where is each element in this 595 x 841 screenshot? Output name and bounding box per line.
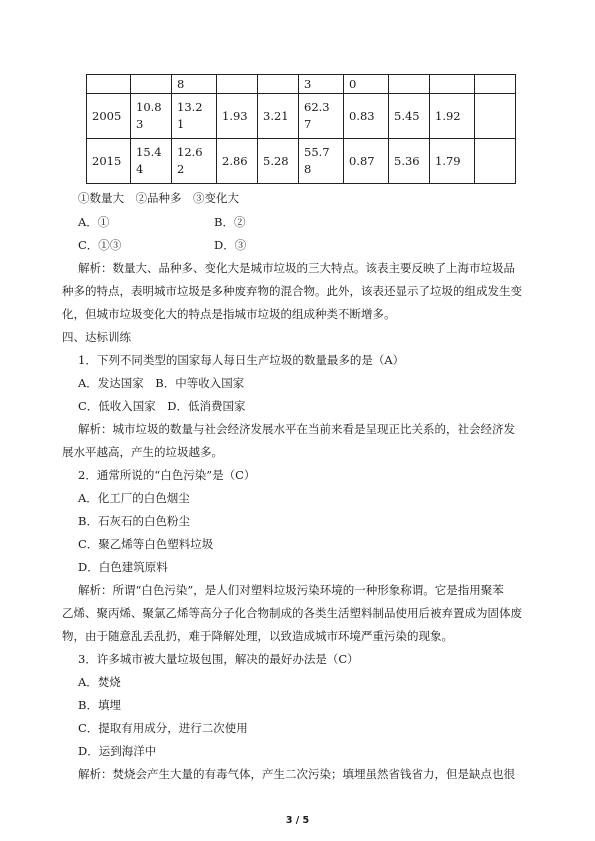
table-cell xyxy=(87,75,131,94)
table-cell: 10.8 3 xyxy=(131,94,172,139)
option-c: C．①③ xyxy=(78,238,122,252)
table-cell xyxy=(217,75,258,94)
option-b: B．② xyxy=(214,215,246,229)
question-3-option-d: D．运到海洋中 xyxy=(78,744,157,758)
table-cell: 0.83 xyxy=(344,94,389,139)
table-cell: 3.21 xyxy=(258,94,299,139)
question-3-option-b: B．填埋 xyxy=(78,698,121,712)
question-3: 3．许多城市被大量垃圾包围，解决的最好办法是（C） xyxy=(78,652,359,666)
explanation-line: 展水平越高，产生的垃圾越多。 xyxy=(62,445,223,459)
table-cell: 2005 xyxy=(87,94,131,139)
explanation-line: 乙烯、聚丙烯、聚氯乙烯等高分子化合物制成的各类生活塑料制品使用后被弃置成为固体废 xyxy=(62,606,522,620)
option-d: D．③ xyxy=(214,238,247,252)
explanation-line: 解析：所谓“白色污染”，是人们对塑料垃圾污染环境的一种形象称谓。它是指用聚苯 xyxy=(78,583,504,597)
table-cell xyxy=(258,75,299,94)
question-2-option-d: D．白色建筑原料 xyxy=(78,560,168,574)
table-cell xyxy=(475,139,516,184)
page-number: 3 / 5 xyxy=(285,815,310,826)
explanation-line: 解析：城市垃圾的数量与社会经济发展水平在当前来看是呈现正比关系的，社会经济发 xyxy=(78,422,515,436)
table-cell: 8 xyxy=(172,75,217,94)
table-cell: 5.45 xyxy=(389,94,430,139)
explanation-line: 种多的特点，表明城市垃圾是多种废弃物的混合物。此外，该表还显示了垃圾的组成发生变 xyxy=(62,284,522,298)
table-cell: 1.93 xyxy=(217,94,258,139)
table-cell: 2015 xyxy=(87,139,131,184)
explanation-line: 化，但城市垃圾变化大的特点是指城市垃圾的组成种类不断增多。 xyxy=(62,307,396,321)
table-cell: 13.2 1 xyxy=(172,94,217,139)
feature-list: ①数量大 ②品种多 ③变化大 xyxy=(78,191,239,205)
table-cell xyxy=(389,75,430,94)
option-a: A．① xyxy=(78,215,110,229)
table-row xyxy=(87,75,516,94)
table-cell: 55.7 8 xyxy=(299,139,344,184)
table-cell: 2.86 xyxy=(217,139,258,184)
question-3-option-c: C．提取有用成分，进行二次使用 xyxy=(78,721,248,735)
question-1-options-ab: A．发达国家 B．中等收入国家 xyxy=(78,376,245,390)
question-2-option-c: C．聚乙烯等白色塑料垃圾 xyxy=(78,537,214,551)
table-cell: 62.3 7 xyxy=(299,94,344,139)
question-2-option-a: A．化工厂的白色烟尘 xyxy=(78,491,190,505)
table-cell: 12.6 2 xyxy=(172,139,217,184)
table-cell: 5.28 xyxy=(258,139,299,184)
table-cell: 0.87 xyxy=(344,139,389,184)
question-3-option-a: A．焚烧 xyxy=(78,675,121,689)
table-cell: 1.79 xyxy=(430,139,475,184)
question-1-options-cd: C．低收入国家 D．低消费国家 xyxy=(78,399,246,413)
table-cell xyxy=(131,75,172,94)
garbage-composition-table xyxy=(86,74,516,184)
section-heading: 四、达标训练 xyxy=(62,330,131,344)
explanation-line: 解析：焚烧会产生大量的有毒气体，产生二次污染；填埋虽然省钱省力，但是缺点也很 xyxy=(78,767,515,781)
table-cell: 0 xyxy=(344,75,389,94)
table-cell xyxy=(430,75,475,94)
table-row xyxy=(87,94,516,139)
question-2: 2．通常所说的“白色污染”是（C） xyxy=(78,468,256,482)
table-cell xyxy=(475,75,516,94)
explanation-line: 物，由于随意乱丢乱扔，难于降解处理，以致造成城市环境严重污染的现象。 xyxy=(62,629,453,643)
table-cell: 15.4 4 xyxy=(131,139,172,184)
table-row xyxy=(87,139,516,184)
table-cell: 1.92 xyxy=(430,94,475,139)
table-cell xyxy=(475,94,516,139)
question-1: 1．下列不同类型的国家每人每日生产垃圾的数量最多的是（A） xyxy=(78,353,405,367)
explanation-line: 解析：数量大、品种多、变化大是城市垃圾的三大特点。该表主要反映了上海市垃圾品 xyxy=(78,261,515,275)
question-2-option-b: B．石灰石的白色粉尘 xyxy=(78,514,190,528)
table-cell: 5.36 xyxy=(389,139,430,184)
table-cell: 3 xyxy=(299,75,344,94)
